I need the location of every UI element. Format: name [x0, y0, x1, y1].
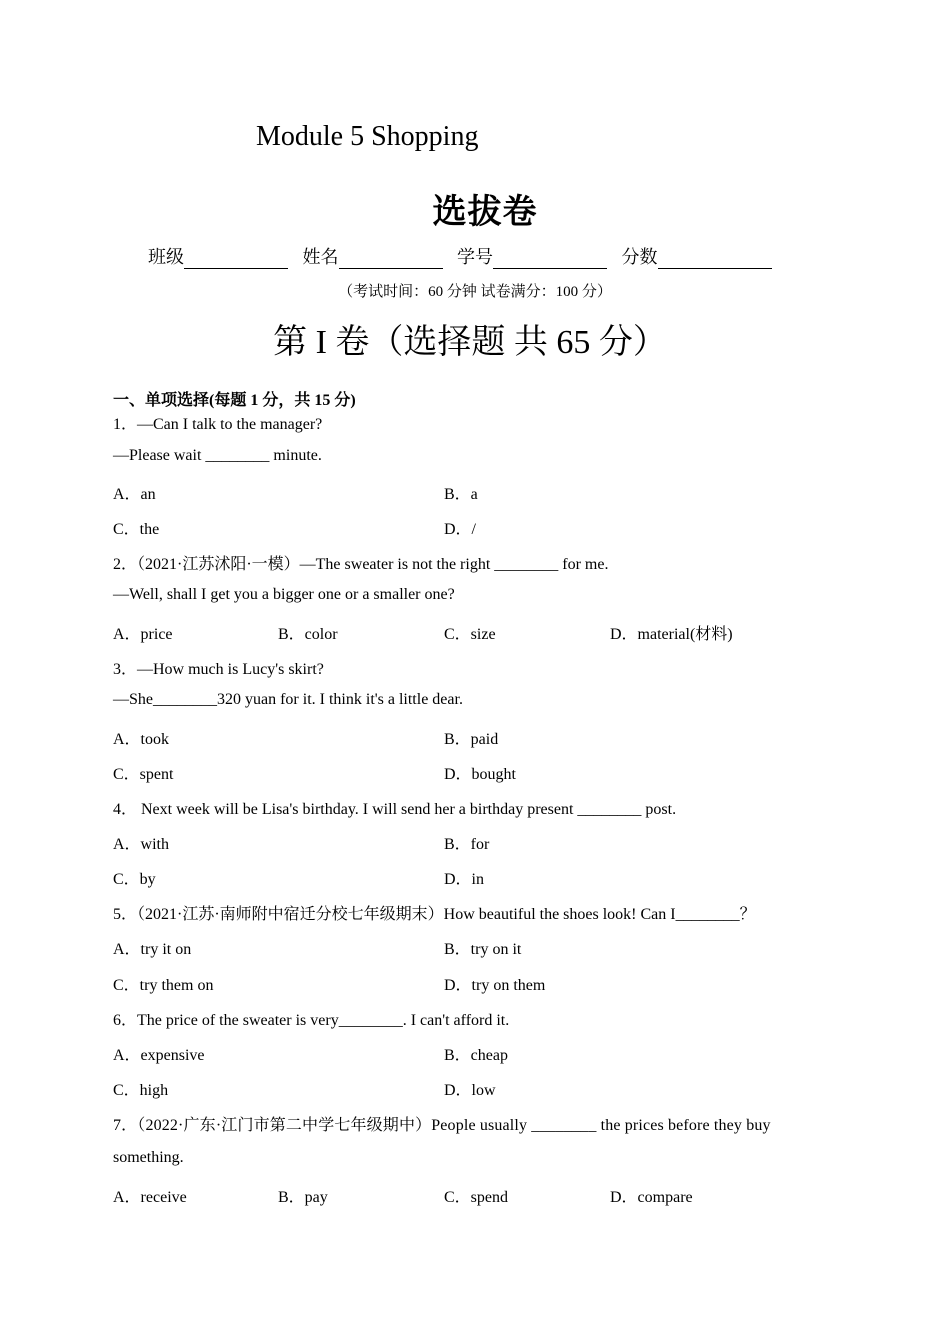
q4-option-c[interactable]: C．by: [113, 871, 156, 888]
q4-option-d[interactable]: D．in: [444, 871, 485, 888]
q7-option-d[interactable]: D．compare: [610, 1189, 693, 1206]
exam-note: （考试时间：60 分钟 试卷满分：100 分）: [338, 284, 612, 300]
question-5-stem: 5．（2021·江苏·南师附中宿迁分校七年级期末）How beautiful the shoes look! Can I________？: [113, 906, 756, 923]
section-heading: 一、单项选择(每题 1 分，共 15 分): [113, 392, 356, 409]
q3-option-d[interactable]: D．bought: [444, 766, 517, 783]
module-title: Module 5 Shopping: [256, 121, 479, 152]
q1-option-b[interactable]: B．a: [444, 486, 478, 503]
q2-option-b[interactable]: B．color: [278, 626, 338, 643]
q6-option-c[interactable]: C．high: [113, 1082, 169, 1099]
paper-title: 选拔卷: [432, 192, 538, 232]
class-label: 班级: [148, 247, 184, 267]
q2-option-d[interactable]: D．material(材料): [610, 626, 733, 643]
question-2-line-2: —Well, shall I get you a bigger one or a smaller one?: [113, 586, 455, 603]
q6-option-a[interactable]: A．expensive: [113, 1047, 205, 1064]
q1-option-c[interactable]: C．the: [113, 521, 160, 538]
q6-option-b[interactable]: B．cheap: [444, 1047, 508, 1064]
q5-option-a[interactable]: A．try it on: [113, 941, 192, 958]
q3-option-b[interactable]: B．paid: [444, 731, 499, 748]
question-3-stem: 3．—How much is Lucy's skirt?: [113, 661, 324, 678]
q5-option-d[interactable]: D．try on them: [444, 977, 546, 994]
q5-option-c[interactable]: C．try them on: [113, 977, 214, 994]
score-label: 分数: [621, 247, 658, 267]
q4-option-a[interactable]: A．with: [113, 836, 170, 853]
q2-option-c[interactable]: C．size: [444, 626, 496, 643]
q6-option-d[interactable]: D．low: [444, 1082, 496, 1099]
question-1-stem: 1．—Can I talk to the manager?: [113, 416, 323, 433]
question-7-stem: 7．（2022·广东·江门市第二中学七年级期中）People usually ________ the prices before they buy: [113, 1117, 771, 1134]
name-blank[interactable]: [339, 250, 443, 269]
q1-option-a[interactable]: A．an: [113, 486, 156, 503]
class-blank[interactable]: [184, 250, 288, 269]
question-3-line-2: —She________320 yuan for it. I think it's a little dear.: [113, 691, 463, 708]
student-id-blank[interactable]: [493, 250, 607, 269]
q7-option-c[interactable]: C．spend: [444, 1189, 509, 1206]
info-row: [148, 243, 782, 269]
student-id-label: 学号: [457, 247, 493, 267]
q3-option-c[interactable]: C．spent: [113, 766, 174, 783]
q5-option-b[interactable]: B．try on it: [444, 941, 522, 958]
q7-option-a[interactable]: A．receive: [113, 1189, 187, 1206]
name-label: 姓名: [302, 247, 339, 267]
q3-option-a[interactable]: A．took: [113, 731, 170, 748]
question-1-line-2: —Please wait ________ minute.: [113, 447, 322, 464]
part-title: 第 I 卷（选择题 共 65 分）: [273, 324, 667, 361]
question-4-stem: 4． Next week will be Lisa's birthday. I will send her a birthday present ________ post.: [113, 801, 677, 818]
question-7-line-2: something.: [113, 1149, 184, 1166]
q4-option-b[interactable]: B．for: [444, 836, 490, 853]
question-6-stem: 6．The price of the sweater is very________. I can't afford it.: [113, 1012, 510, 1029]
q7-option-b[interactable]: B．pay: [278, 1189, 328, 1206]
q1-option-d[interactable]: D．/: [444, 521, 477, 538]
question-2-stem: 2．（2021·江苏沭阳·一模）—The sweater is not the right ________ for me.: [113, 556, 609, 573]
score-blank[interactable]: [658, 250, 772, 269]
q2-option-a[interactable]: A．price: [113, 626, 173, 643]
